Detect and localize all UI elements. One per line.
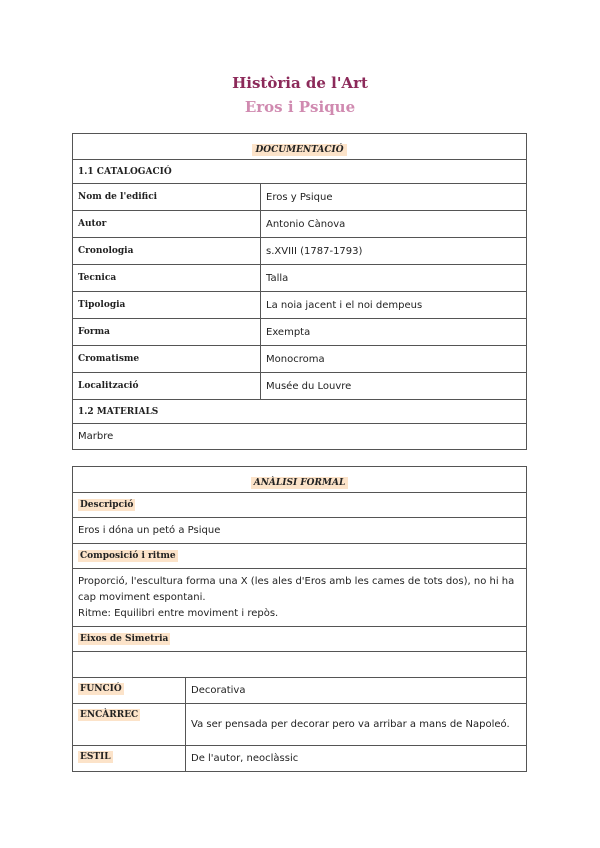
table-row — [73, 319, 527, 346]
encarrec-label: ENCÀRREC — [80, 710, 139, 720]
descripcio-value: Eros i dóna un petó a Psique — [73, 518, 527, 544]
funcio-value: Decorativa — [186, 678, 527, 704]
row-value: Eros y Psique — [261, 184, 527, 211]
row-label: Tecnica — [73, 265, 261, 292]
cataloguing-label: 1.1 CATALOGACIÓ — [73, 160, 527, 184]
estil-label: ESTIL — [80, 752, 111, 762]
documentacio-heading: DOCUMENTACIÓ — [252, 144, 346, 156]
composicio-label: Composició i ritme — [80, 551, 176, 561]
funcio-label: FUNCIÓ — [80, 684, 122, 694]
composicio-row — [73, 544, 527, 569]
row-value: La noia jacent i el noi dempeus — [261, 292, 527, 319]
analisi-heading: ANÀLISI FORMAL — [251, 477, 349, 489]
row-label: Localització — [73, 373, 261, 400]
materials-row — [73, 400, 527, 424]
row-label: Cromatisme — [73, 346, 261, 373]
materials-value-row — [73, 424, 527, 450]
eixos-value-row — [73, 652, 527, 678]
table-row — [73, 292, 527, 319]
row-label: Forma — [73, 319, 261, 346]
encarrec-value: Va ser pensada per decorar pero va arribar a mans de Napoleó. — [186, 704, 527, 746]
encarrec-row — [73, 704, 527, 746]
ritme-text: Ritme: Equilibri entre moviment i repòs. — [78, 607, 279, 619]
row-label: Nom de l'edifici — [73, 184, 261, 211]
analisi-table — [72, 466, 527, 772]
row-label: Autor — [73, 211, 261, 238]
cataloguing-row — [73, 160, 527, 184]
row-value: s.XVIII (1787-1793) — [261, 238, 527, 265]
eixos-value — [73, 652, 527, 678]
estil-value: De l'autor, neoclàssic — [186, 746, 527, 772]
descripcio-row — [73, 493, 527, 518]
row-value: Antonio Cànova — [261, 211, 527, 238]
eixos-row — [73, 627, 527, 652]
descripcio-label: Descripció — [80, 500, 134, 510]
table-row — [73, 238, 527, 265]
composicio-text: Proporció, l'escultura forma una X (les ales d'Eros amb les cames de tots dos), no hi ha cap moviment espontani. — [78, 575, 515, 603]
materials-value: Marbre — [73, 424, 527, 450]
table-row — [73, 184, 527, 211]
table-row — [73, 211, 527, 238]
row-value: Monocroma — [261, 346, 527, 373]
descripcio-value-row — [73, 518, 527, 544]
estil-row — [73, 746, 527, 772]
row-value: Talla — [261, 265, 527, 292]
analisi-heading-row — [73, 467, 527, 493]
funcio-row — [73, 678, 527, 704]
row-label: Cronologia — [73, 238, 261, 265]
table-row — [73, 346, 527, 373]
eixos-label: Eixos de Simetria — [80, 634, 169, 644]
table-row — [73, 373, 527, 400]
row-value: Exempta — [261, 319, 527, 346]
row-value: Musée du Louvre — [261, 373, 527, 400]
materials-label: 1.2 MATERIALS — [73, 400, 527, 424]
composicio-value-row — [73, 569, 527, 627]
documentacio-table — [72, 133, 527, 450]
documentacio-heading-row — [73, 134, 527, 160]
row-label: Tipologia — [73, 292, 261, 319]
page-title: Història de l'Art — [232, 74, 368, 92]
page-subtitle: Eros i Psique — [244, 98, 356, 116]
table-row — [73, 265, 527, 292]
